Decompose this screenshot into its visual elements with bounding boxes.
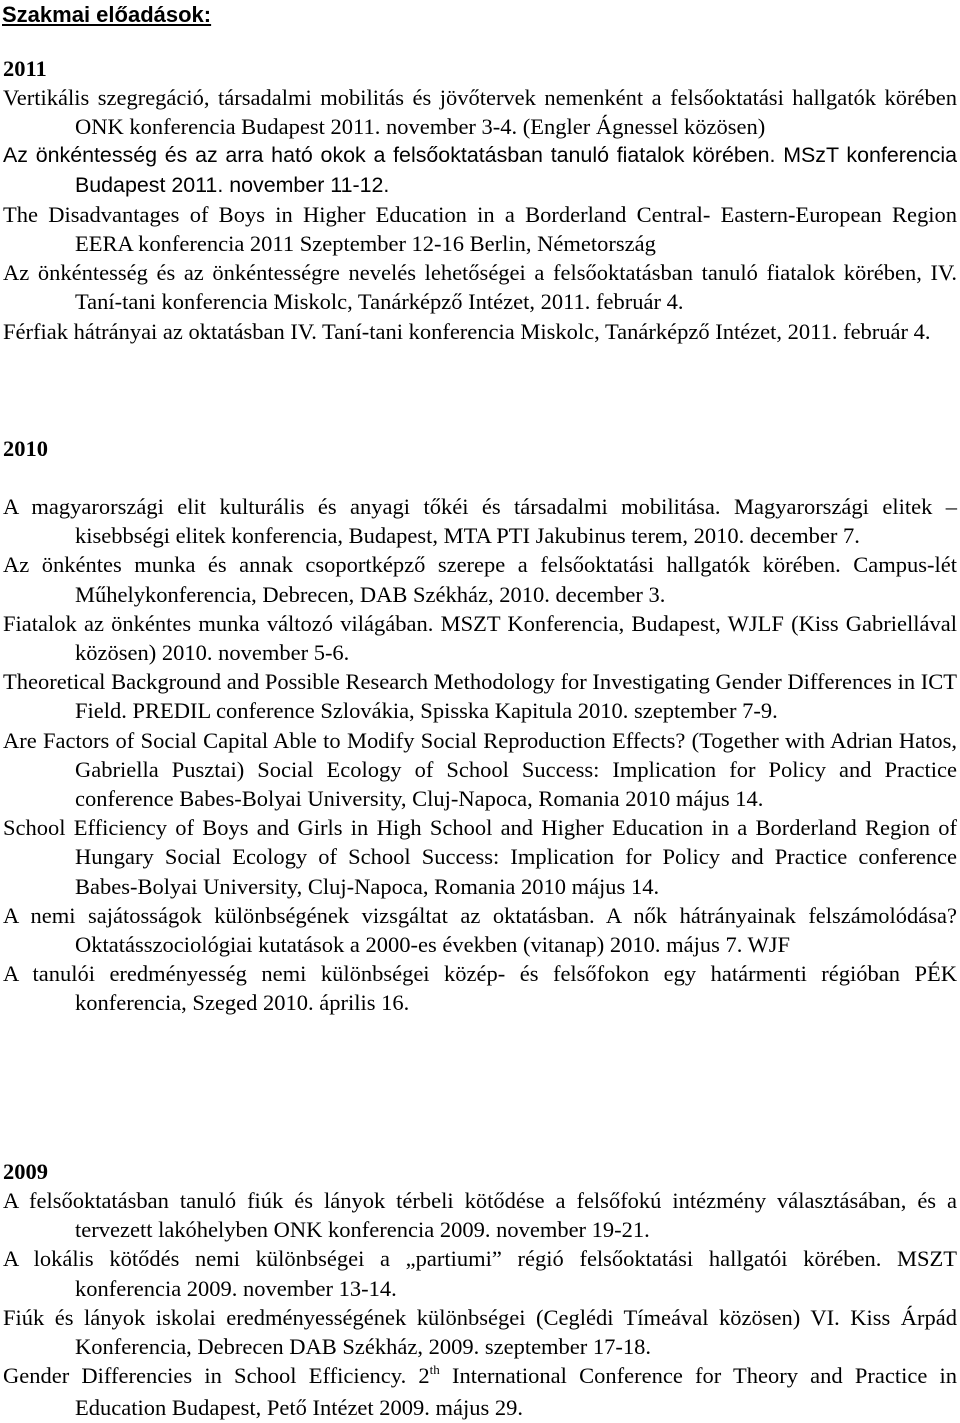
entry-text: International Conference for Theory and Practice in Education Budapest, Pető Intézet 2009. május 29.	[75, 1363, 957, 1421]
year-heading: 2011	[3, 56, 47, 81]
list-item: A felsőoktatásban tanuló fiúk és lányok térbeli kötődése a felsőfokú intézmény választásában, és a tervezett lakóhelyben ONK konferencia 2009. november 19-21.	[3, 1188, 957, 1243]
entry-text: Gender Differencies in School Efficiency. 2	[3, 1363, 430, 1389]
list-item: School Efficiency of Boys and Girls in High School and Higher Education in a Borderland Region of Hungary Social Ecology of School Success: Implication for Policy and Practice conference Babes-Bolyai University, Cluj-Napoca, Romania 2010 május 14.	[3, 815, 957, 899]
superscript: th	[429, 1362, 440, 1378]
list-item: A lokális kötődés nemi különbségei a „partiumi” régió felsőoktatási hallgatói körében. MSZT konferencia 2009. november 13-14.	[3, 1246, 957, 1301]
list-item: A tanulói eredményesség nemi különbségei közép- és felsőfokon egy határmenti régióban PÉK konferencia, Szeged 2010. április 16.	[3, 961, 957, 1016]
section-2009	[3, 1157, 957, 1423]
list-item: Az önkéntesség és az arra ható okok a felsőoktatásban tanuló fiatalok körében. MSzT konferencia Budapest 2011. november 11-12.	[3, 143, 957, 197]
list-item: A nemi sajátosságok különbségének vizsgáltat az oktatásban. A nők hátrányainak felszámolódása? Oktatásszociológiai kutatások a 2000-es években (vitanap) 2010. május 7. WJF	[3, 902, 957, 958]
list-item	[3, 1361, 957, 1422]
list-item: The Disadvantages of Boys in Higher Education in a Borderland Central- Eastern-European Region EERA konferencia 2011 Szeptember 12-16 Berlin, Németország	[3, 201, 957, 257]
section-2010	[3, 434, 957, 1018]
list-item: A magyarországi elit kulturális és anyagi tőkéi és társadalmi mobilitása. Magyarországi elitek – kisebbségi elitek konferencia, Budapest, MTA PTI Jakubinus terem, 2010. december 7.	[3, 494, 957, 549]
section-2011	[3, 54, 957, 346]
page-title: Szakmai előadások:	[2, 2, 212, 27]
list-item: Theoretical Background and Possible Research Methodology for Investigating Gender Differences in ICT Field. PREDIL conference Szlovákia, Spisska Kapitula 2010. szeptember 7-9.	[3, 669, 957, 724]
list-item: Fiúk és lányok iskolai eredményességének különbségei (Ceglédi Tímeával közösen) VI. Kiss Árpád Konferencia, Debrecen DAB Székház, 2009. szeptember 17-18.	[3, 1304, 957, 1360]
list-item: Férfiak hátrányai az oktatásban IV. Taní-tani konferencia Miskolc, Tanárképző Intézet, 2011. február 4.	[3, 318, 931, 344]
list-item: Az önkéntes munka és annak csoportképző szerepe a felsőoktatási hallgatók körében. Campus-lét Műhelykonferencia, Debrecen, DAB Székház, 2010. december 3.	[3, 552, 957, 607]
list-item: Vertikális szegregáció, társadalmi mobilitás és jövőtervek nemenként a felsőoktatási hallgatók körében ONK konferencia Budapest 2011. november 3-4. (Engler Ágnessel közösen)	[3, 85, 957, 140]
list-item: Az önkéntesség és az önkéntességre nevelés lehetőségei a felsőoktatásban tanuló fiatalok körében, IV. Taní-tani konferencia Miskolc, Tanárképző Intézet, 2011. február 4.	[3, 260, 957, 315]
year-heading: 2009	[3, 1159, 48, 1184]
list-item: Fiatalok az önkéntes munka változó világában. MSZT Konferencia, Budapest, WJLF (Kiss Gabriellával közösen) 2010. november 5-6.	[3, 610, 957, 666]
year-heading: 2010	[3, 436, 48, 461]
list-item: Are Factors of Social Capital Able to Modify Social Reproduction Effects? (Together with Adrian Hatos, Gabriella Pusztai) Social Ecology of School Success: Implication for Policy and Practice conference Babes-Bolyai University, Cluj-Napoca, Romania 2010 május 14.	[3, 727, 957, 812]
